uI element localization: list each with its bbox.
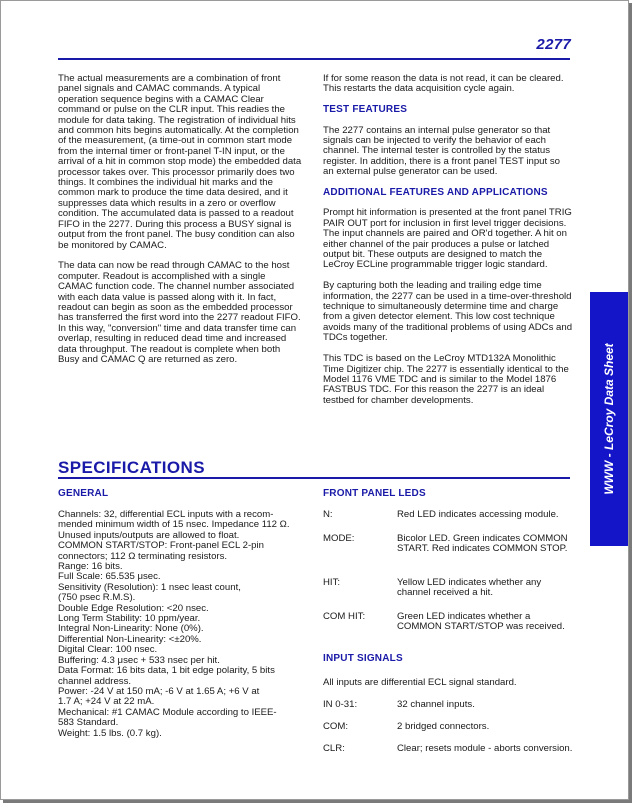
spec-line: 1.7 A; +24 V at 22 mA. xyxy=(58,696,155,708)
led-term: COM HIT: xyxy=(323,611,366,622)
page-number: 2277 xyxy=(536,36,571,53)
spec-line: Integral Non-Linearity: None (0%). xyxy=(58,623,204,635)
paragraph-tdc-chip: This TDC is based on the LeCroy MTD132A Monolithic Time Digitizer chip. The 2277 is essentially identical to the Model 1176 VME TDC and is similar to the Model 1876 FASTBUS TDC. For this reason the 2277 is an ideal testbed for chamber developments. xyxy=(323,353,569,406)
paragraph-measurements: The actual measurements are a combination of front panel signals and CAMAC commands. A typical operation sequence begins with a CAMAC Clear command or pulse on the CLR input. This readies the module for data taking. The registration of individual hits and common hits begins automatically. At the completion of the measurement, (a time-out in common start mode from the internal timer or front-panel T-IN input, or the arrival of a hit in common stop mode) the embedded data processor takes over. This processor primarily does two things. It combines the individual hit marks and the common mark to produce the time data desired, and it suppresses data which results in a zero or overflow condition. The accumulated data is passed to a readout FIFO in the 2277. During this process a BUSY signal is output from the front panel. The busy condition can also be monitored by CAMAC. xyxy=(58,73,302,251)
led-desc: Red LED indicates accessing module. xyxy=(397,509,559,520)
led-term: HIT: xyxy=(323,577,341,588)
spec-line: Channels: 32, differential ECL inputs with a recom- xyxy=(58,509,274,520)
paragraph-prompt-hit: Prompt hit information is presented at the front panel TRIG PAIR OUT port for inclusion in first level trigger decisions. The input channels are paired and OR'd together. A hit on either channel of the pair produces a pulse or latched output bit. These outputs are designed to match the LeCroy ECLine programmable trigger logic standard. xyxy=(323,207,572,271)
led-desc: Bicolor LED. Green indicates COMMON START. Red indicates COMMON STOP. xyxy=(397,533,568,555)
spec-line: (750 psec R.M.S). xyxy=(58,592,136,604)
spec-line: Unused inputs/outputs are allowed to float. xyxy=(58,529,240,541)
input-desc: 32 channel inputs. xyxy=(397,699,475,710)
input-desc: Clear; resets module - aborts conversion. xyxy=(397,743,573,754)
paragraph-time-over-threshold: By capturing both the leading and trailing edge time information, the 2277 can be used in a time-over-threshold technique to simultaneously determine time and charge from a given detector element. This low cost technique avoids many of the traditional problems of using ADCs and TDCs together. xyxy=(323,280,573,344)
spec-line: Mechanical: #1 CAMAC Module according to IEEE- xyxy=(58,706,277,718)
general-spec-list xyxy=(58,510,308,739)
spec-line: Sensitivity (Resolution): 1 nsec least count, xyxy=(58,581,241,593)
header-rule xyxy=(58,58,570,60)
spec-line: Power: -24 V at 150 mA; -6 V at 1.65 A; +6 V at xyxy=(58,685,260,697)
paragraph-test-features: The 2277 contains an internal pulse generator so that signals can be injected to verify the behavior of each channel. The internal tester is controlled by the status register. In addition, there is a front panel TEST input so an external pulse generator can be used. xyxy=(323,124,560,178)
spec-line: Range: 16 bits. xyxy=(58,561,123,573)
spec-line: Digital Clear: 100 nsec. xyxy=(58,644,158,656)
paragraph-readout: The data can now be read through CAMAC to the host computer. Readout is accomplished with a single CAMAC function code. The channel number associated with each data value is passed along with it. In fact, readout can begin as soon as the embedded processor has transferred the first word into the 2277 readout FIFO. In this way, "conversion" time and data transfer time can overlap, resulting in reduced dead time and increased data throughput. The readout is complete when both Busy and CAMAC Q are returned as zero. xyxy=(58,260,301,365)
heading-front-panel-leds: FRONT PANEL LEDS xyxy=(323,488,426,499)
spec-line: mended minimum width of 15 nsec. Impedance 112 Ω. xyxy=(58,519,290,531)
spec-line: Double Edge Resolution: <20 nsec. xyxy=(58,602,209,614)
spec-line: Weight: 1.5 lbs. (0.7 kg). xyxy=(58,727,162,739)
input-desc: 2 bridged connectors. xyxy=(397,721,490,732)
input-term: COM: xyxy=(323,721,349,732)
heading-general: GENERAL xyxy=(58,488,109,499)
spec-line: channel address. xyxy=(58,675,132,687)
left-column xyxy=(58,74,302,376)
spec-line: Differential Non-Linearity: <±20%. xyxy=(58,633,202,645)
input-signals-intro: All inputs are differential ECL signal standard. xyxy=(323,677,517,688)
spec-line: Full Scale: 65.535 μsec. xyxy=(58,571,161,583)
led-term: N: xyxy=(323,509,333,520)
spec-line: Data Format: 16 bits data, 1 bit edge polarity, 5 bits xyxy=(58,665,275,677)
heading-input-signals: INPUT SIGNALS xyxy=(323,653,403,664)
front-panel-leds-list xyxy=(323,510,573,770)
led-term: MODE: xyxy=(323,533,355,544)
input-term: IN 0-31: xyxy=(323,699,358,710)
input-term: CLR: xyxy=(323,743,345,754)
sidebar-label: WWW - LeCroy Data Sheet xyxy=(602,343,616,495)
spec-line: connectors; 112 Ω terminating resistors. xyxy=(58,550,228,562)
spec-line: COMMON START/STOP: Front-panel ECL 2-pin xyxy=(58,540,264,552)
spec-line: 583 Standard. xyxy=(58,717,119,729)
specifications-rule xyxy=(58,477,570,479)
heading-test-features: TEST FEATURES xyxy=(323,104,408,116)
led-desc: Yellow LED indicates whether any channel received a hit. xyxy=(397,577,542,599)
spec-line: Buffering: 4.3 μsec + 533 nsec per hit. xyxy=(58,654,220,666)
spec-line: Long Term Stability: 10 ppm/year. xyxy=(58,613,201,625)
right-column xyxy=(323,74,573,417)
heading-additional-features: ADDITIONAL FEATURES AND APPLICATIONS xyxy=(323,187,548,199)
specifications-title: SPECIFICATIONS xyxy=(58,458,205,477)
paragraph-clear: If for some reason the data is not read, it can be cleared. This restarts the data acquisition cycle again. xyxy=(323,73,564,95)
led-desc: Green LED indicates whether a COMMON START/STOP was received. xyxy=(397,611,565,633)
